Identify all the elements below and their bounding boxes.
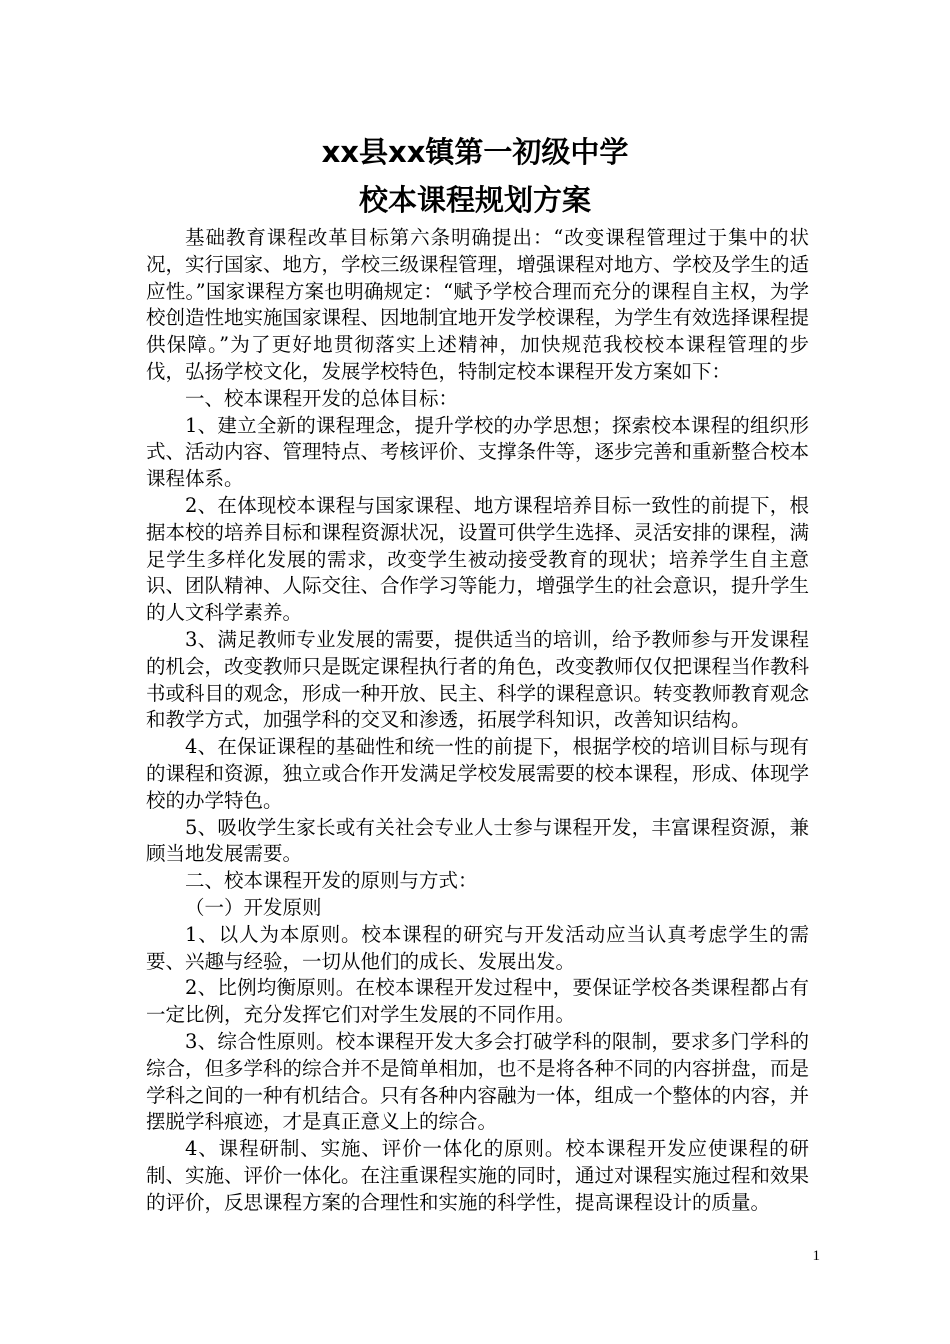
document-body — [146, 225, 809, 1216]
page-number: 1 — [812, 1248, 820, 1264]
principle-item-3: 3、综合性原则。校本课程开发大多会打破学科的限制，要求多门学科的综合，但多学科的综合并不是简单相加，也不是将各种不同的内容拼盘，而是学科之间的一种有机结合。只有各种内容融为一体，组成一个整体的内容，并摆脱学科痕迹，才是真正意义上的综合。 — [146, 1029, 810, 1134]
document-title-line1: xx县xx镇第一初级中学 — [321, 135, 629, 169]
section-heading-1: 一、校本课程开发的总体目标： — [185, 386, 459, 410]
goal-item-5: 5、吸收学生家长或有关社会专业人士参与课程开发，丰富课程资源，兼顾当地发展需要。 — [146, 815, 809, 866]
section-heading-2: 二、校本课程开发的原则与方式： — [185, 869, 478, 893]
goal-item-4: 4、在保证课程的基础性和统一性的前提下，根据学校的培训目标与现有的课程和资源，独立或合作开发满足学校发展需要的校本课程，形成、体现学校的办学特色。 — [146, 735, 810, 812]
document-title-line2: 校本课程规划方案 — [358, 183, 591, 217]
subsection-heading: （一）开发原则 — [185, 895, 322, 919]
principle-item-4: 4、课程研制、实施、评价一体化的原则。校本课程开发应使课程的研制、实施、评价一体化。在注重课程实施的同时，通过对课程实施过程和效果的评价，反思课程方案的合理性和实施的科学性，提高课程设计的质量。 — [146, 1137, 810, 1214]
intro-paragraph: 基础教育课程改革目标第六条明确提出：“改变课程管理过于集中的状况，实行国家、地方，学校三级课程管理，增强课程对地方、学校及学生的适应性。”国家课程方案也明确规定：“赋予学校合理而充分的课程自主权，为学校创造性地实施国家课程、因地制宜地开发学校课程，为学生有效选择课程提供保障。”为了更好地贯彻落实上述精神，加快规范我校校本课程管理的步伐，弘扬学校文化，发展学校特色，特制定校本课程开发方案如下： — [146, 226, 810, 383]
principle-item-2: 2、比例均衡原则。在校本课程开发过程中，要保证学校各类课程都占有一定比例，充分发挥它们对学生发展的不同作用。 — [146, 976, 809, 1027]
principle-item-1: 1、以人为本原则。校本课程的研究与开发活动应当认真考虑学生的需要、兴趣与经验，一切从他们的成长、发展出发。 — [146, 922, 809, 973]
goal-item-1: 1、建立全新的课程理念，提升学校的办学思想；探索校本课程的组织形式、活动内容、管理特点、考核评价、支撑条件等，逐步完善和重新整合校本课程体系。 — [146, 413, 810, 491]
goal-item-2: 2、在体现校本课程与国家课程、地方课程培养目标一致性的前提下，根据本校的培养目标和课程资源状况，设置可供学生选择、灵活安排的课程，满足学生多样化发展的需求，改变学生被动接受教育的现状；培养学生自主意识、团队精神、人际交往、合作学习等能力，增强学生的社会意识，提升学生的人文科学素养。 — [146, 493, 810, 625]
goal-item-3: 3、满足教师专业发展的需要，提供适当的培训，给予教师参与开发课程的机会，改变教师只是既定课程执行者的角色，改变教师仅仅把课程当作教科书或科目的观念，形成一种开放、民主、科学的课程意识。转变教师教育观念和教学方式，加强学科的交叉和渗透，拓展学科知识，改善知识结构。 — [146, 627, 810, 732]
